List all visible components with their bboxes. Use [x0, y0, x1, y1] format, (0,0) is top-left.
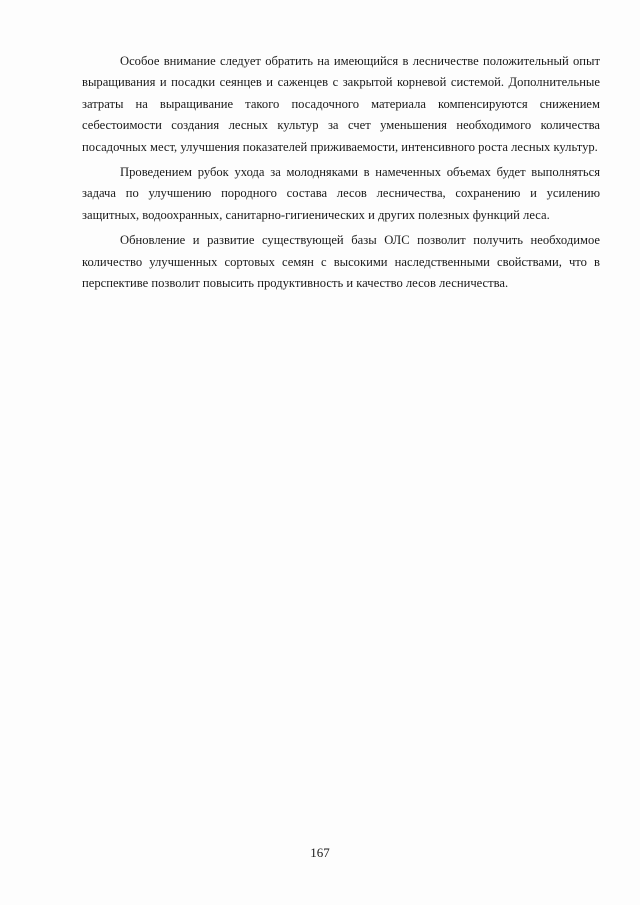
body-text — [82, 51, 600, 298]
paragraph-3: Обновление и развитие существующей базы ОЛС позволит получить необходимое количество улучшенных сортовых семян с высокими наследственными свойствами, что в перспективе позволит повысить продуктивность и качество лесов лесничества. — [82, 233, 600, 291]
page-number: 167 — [310, 845, 330, 860]
paragraph-2: Проведением рубок ухода за молодняками в намеченных объемах будет выполняться задача по улучшению породного состава лесов лесничества, сохранению и усилению защитных, водоохранных, санитарно-гигиенических и других полезных функций леса. — [82, 165, 600, 222]
paragraph-1: Особое внимание следует обратить на имеющийся в лесничестве положительный опыт выращивания и посадки сеянцев и саженцев с закрытой корневой системой. Дополнительные затраты на выращивание такого посадочного материала компенсируются снижением себестоимости создания лесных культур за счет уменьшения необходимого количества посадочных мест, улучшения показателей приживаемости, интенсивного роста лесных культур. — [82, 54, 600, 154]
